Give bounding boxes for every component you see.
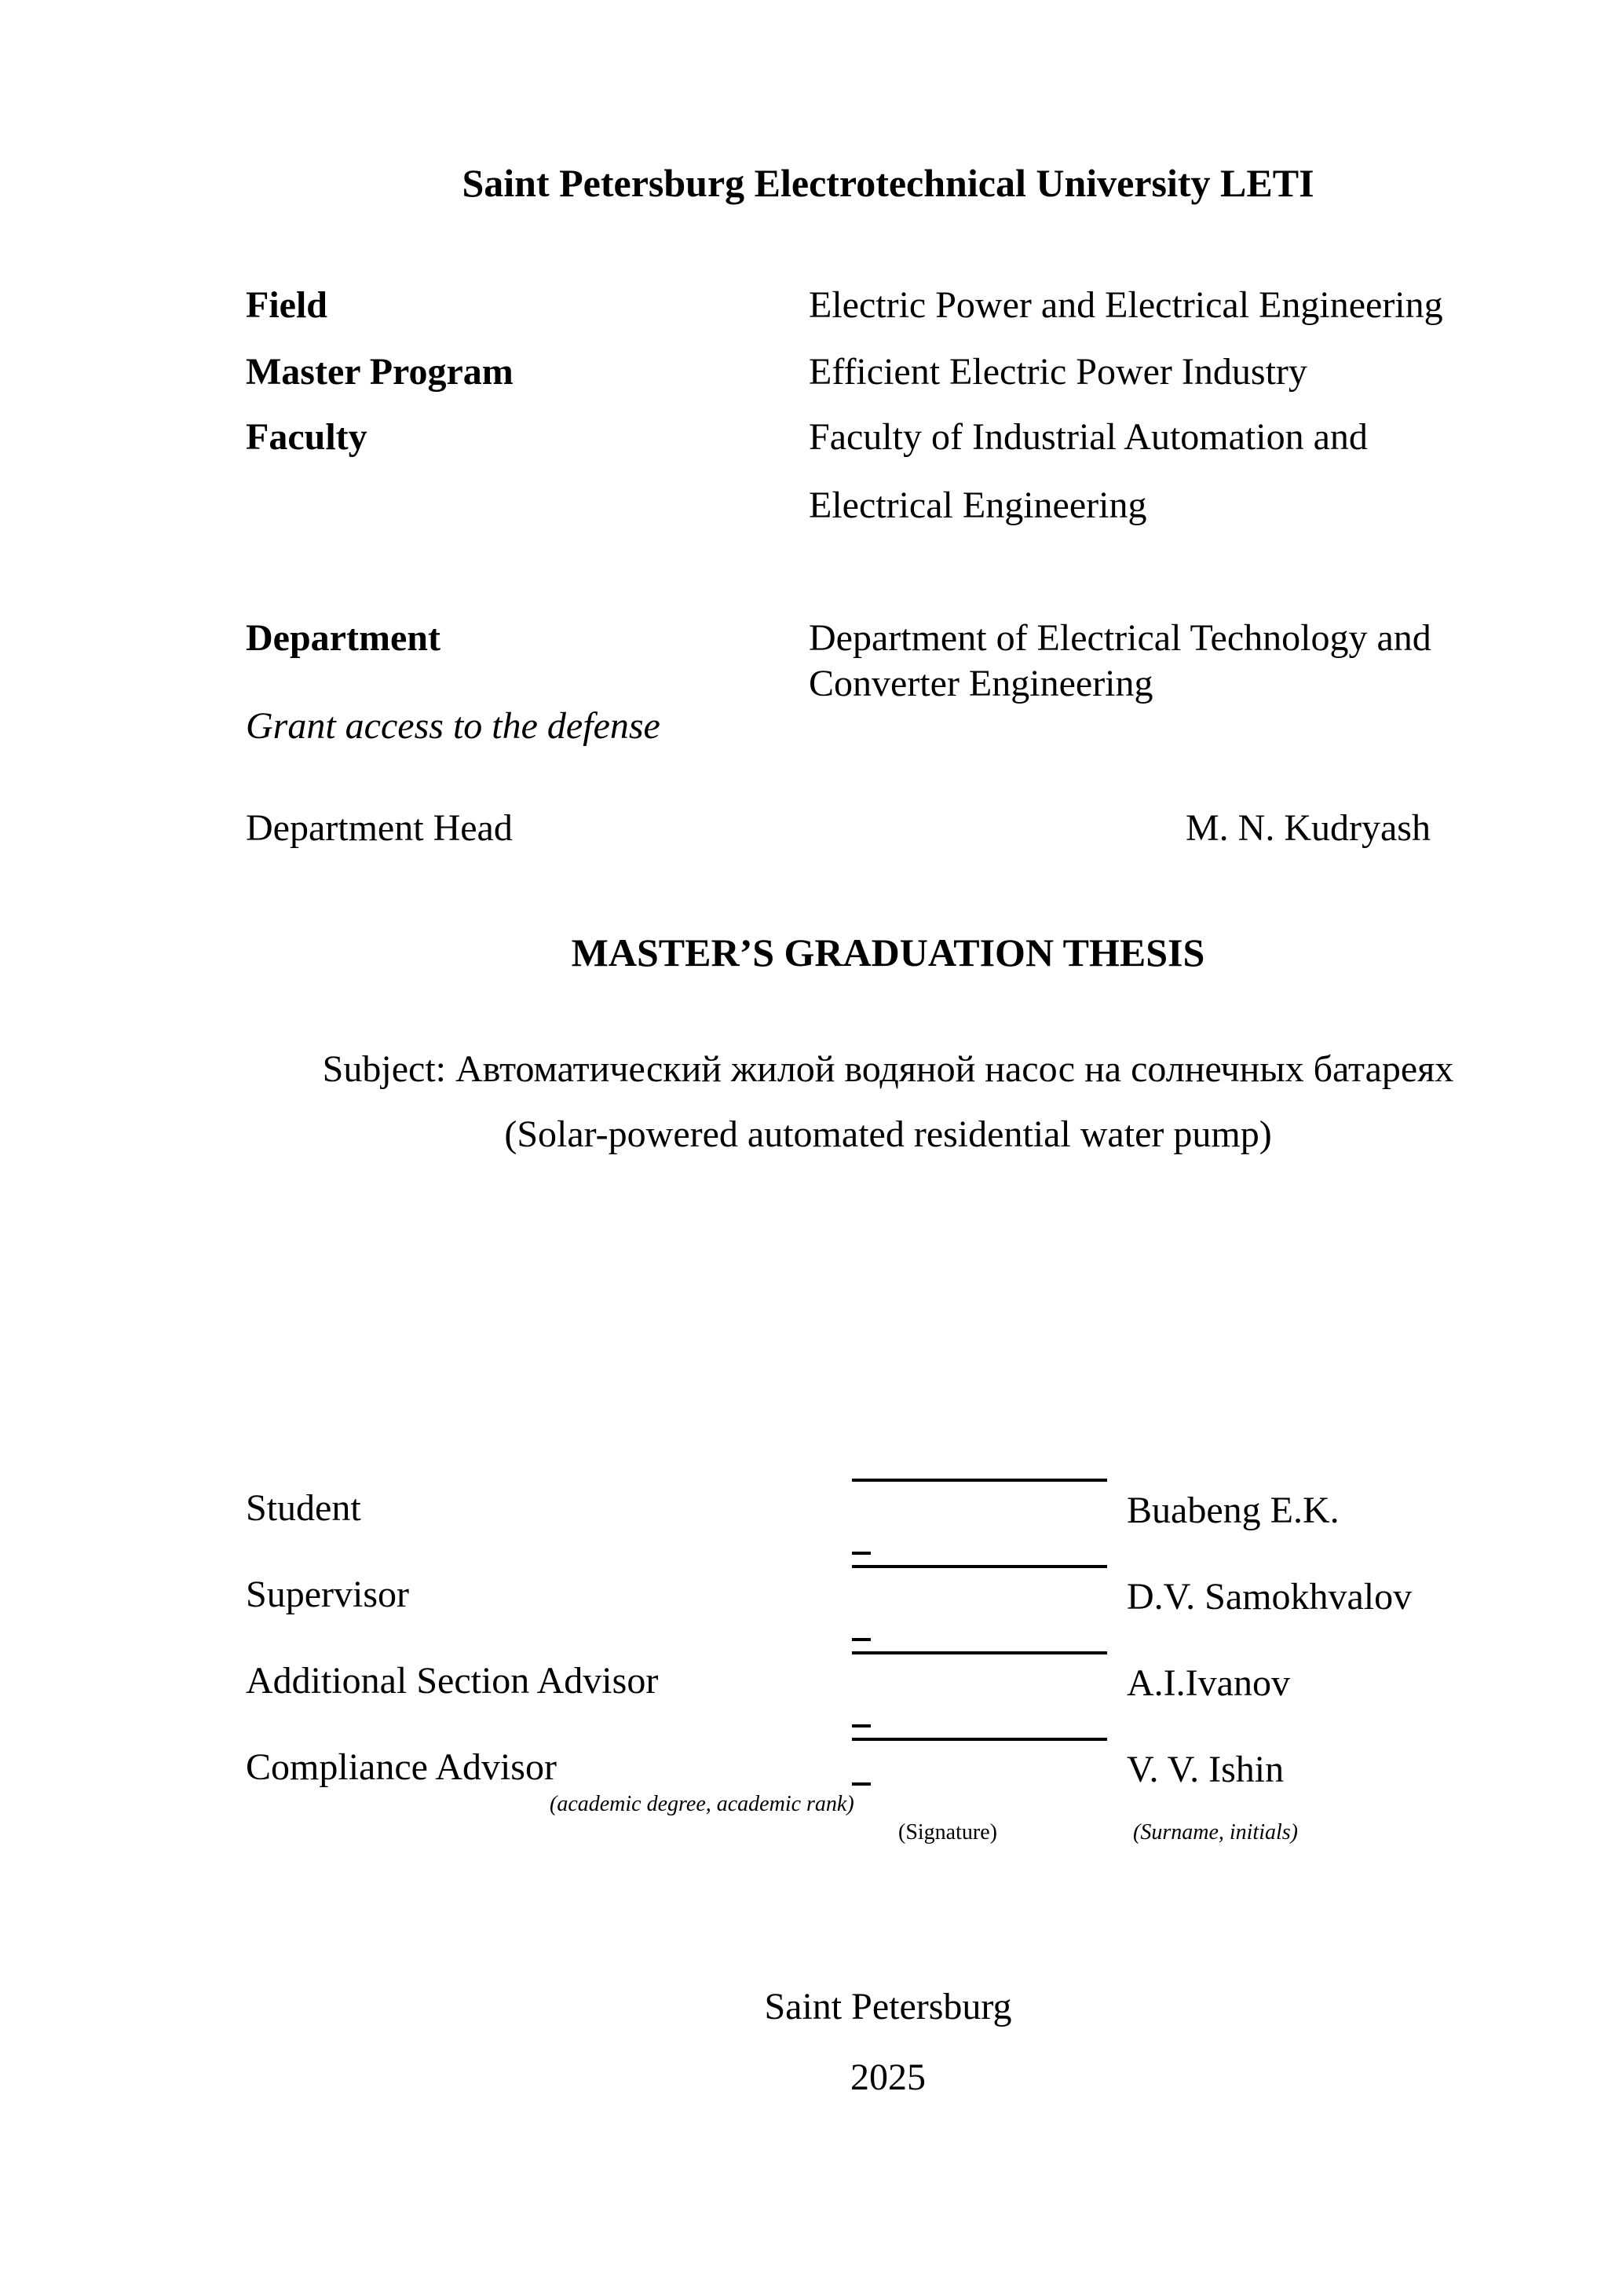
signature-line — [852, 1738, 1107, 1741]
signature-line-stub — [852, 1638, 871, 1641]
field-value: Electric Power and Electrical Engineering — [809, 284, 1443, 326]
signature-role-student: Student — [246, 1487, 361, 1529]
department-label: Department — [246, 617, 440, 659]
subject-line-english: (Solar-powered automated residential water pump) — [504, 1113, 1272, 1155]
signature-line — [852, 1565, 1107, 1568]
footnote-academic-degree: (academic degree, academic rank) — [550, 1792, 854, 1816]
footnote-surname-initials: (Surname, initials) — [1133, 1820, 1298, 1844]
department-head-name: M. N. Kudryash — [1186, 807, 1431, 849]
department-value-line2: Converter Engineering — [809, 663, 1153, 704]
signature-name-compliance-advisor: V. V. Ishin — [1127, 1749, 1285, 1790]
signature-line-stub — [852, 1724, 871, 1727]
grant-access-note: Grant access to the defense — [246, 705, 660, 747]
signature-line-stub — [852, 1552, 871, 1555]
faculty-value-line2: Electrical Engineering — [809, 484, 1147, 526]
footnote-signature: (Signature) — [898, 1820, 997, 1844]
subject-line-russian: Subject: Автоматический жилой водяной насос на солнечных батареях — [322, 1048, 1454, 1090]
signature-role-compliance-advisor: Compliance Advisor — [246, 1746, 557, 1788]
master-program-value: Efficient Electric Power Industry — [809, 351, 1307, 393]
signature-role-supervisor: Supervisor — [246, 1574, 409, 1615]
signature-name-supervisor: D.V. Samokhvalov — [1127, 1576, 1413, 1618]
master-program-label: Master Program — [246, 351, 514, 393]
signature-line — [852, 1479, 1107, 1482]
city-line: Saint Petersburg — [764, 1986, 1012, 2027]
faculty-value-line1: Faculty of Industrial Automation and — [809, 416, 1368, 458]
department-head-label: Department Head — [246, 807, 513, 849]
department-value-line1: Department of Electrical Technology and — [809, 617, 1431, 659]
faculty-label: Faculty — [246, 416, 367, 458]
year-line: 2025 — [850, 2057, 926, 2098]
field-label: Field — [246, 284, 327, 326]
thesis-heading: MASTER’S GRADUATION THESIS — [571, 930, 1205, 974]
signature-name-student: Buabeng E.K. — [1127, 1490, 1340, 1531]
signature-line-stub — [852, 1782, 871, 1786]
signature-role-additional-advisor: Additional Section Advisor — [246, 1660, 659, 1702]
signature-name-additional-advisor: A.I.Ivanov — [1127, 1662, 1290, 1704]
university-title: Saint Petersburg Electrotechnical University LETI — [462, 161, 1314, 205]
signature-line — [852, 1651, 1107, 1654]
